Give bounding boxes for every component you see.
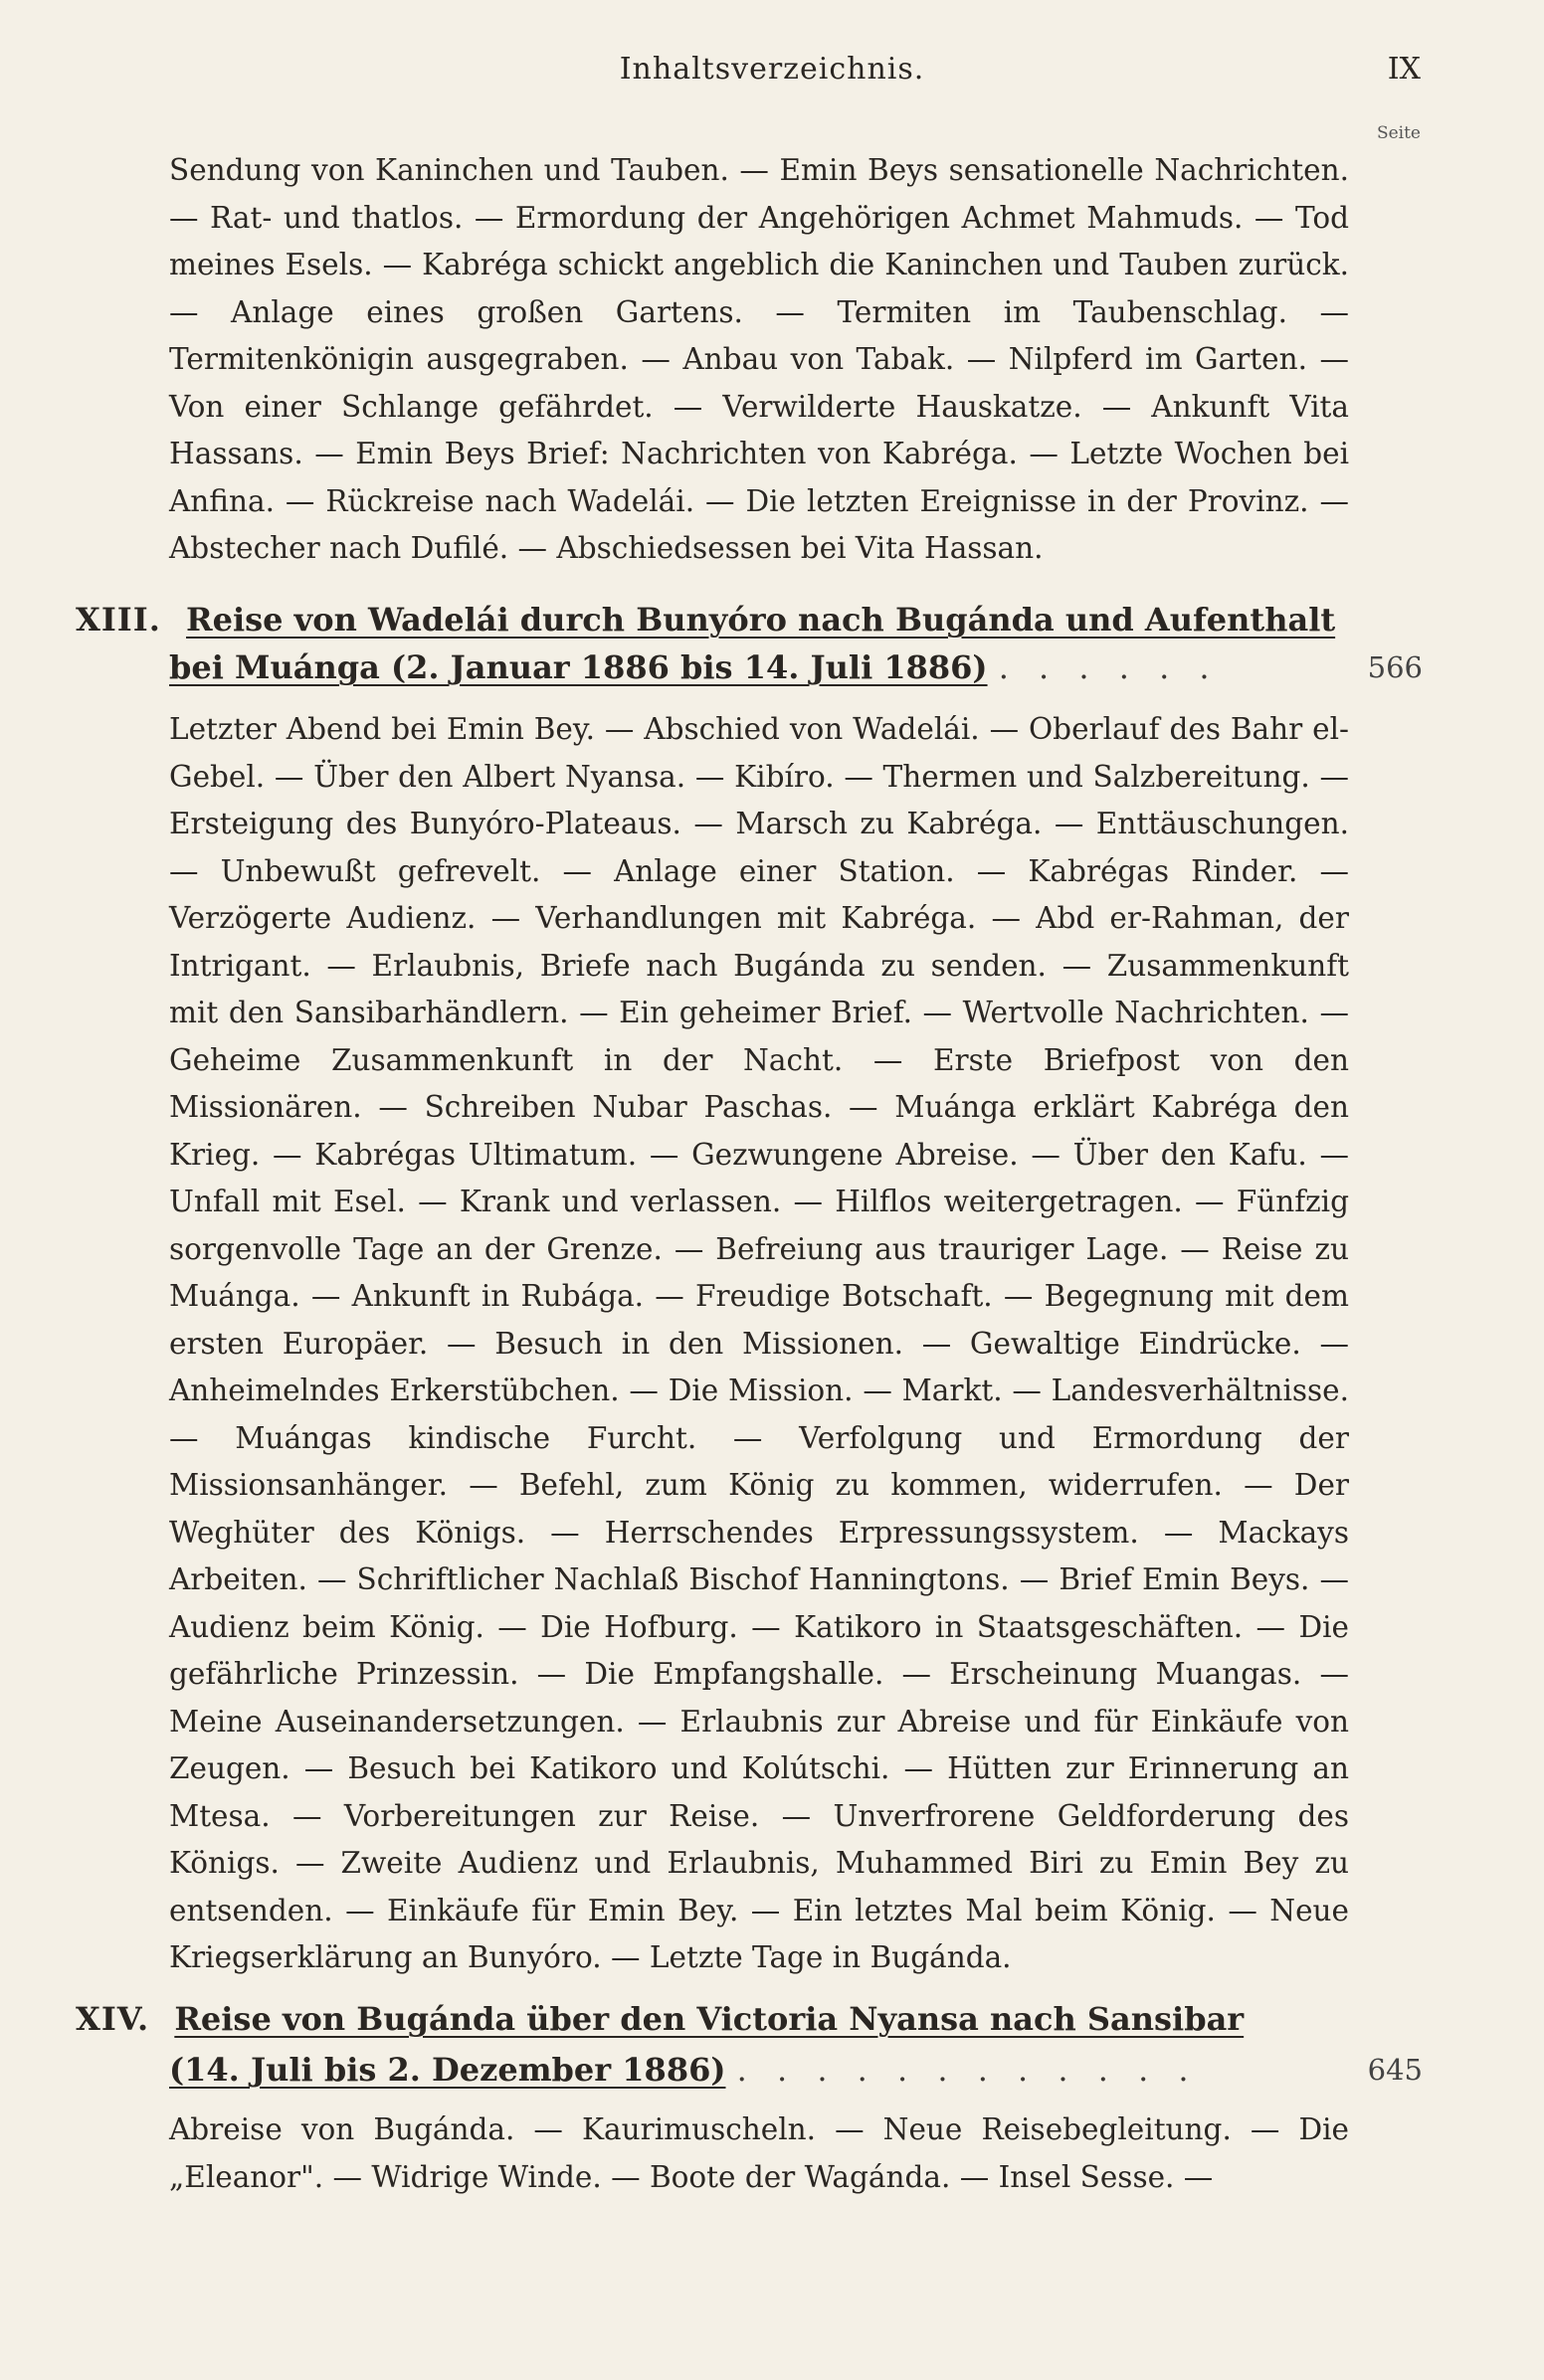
chapter-xiv-heading [76,1994,1349,2044]
page-number: IX [1387,52,1421,87]
chapter-xiii-title-line2: bei Muánga (2. Januar 1886 bis 14. Juli 1886) [169,648,988,686]
chapter-xiv-page-ref: 645 [1367,2053,1423,2087]
chapter-xiv-title-line2: (14. Juli bis 2. Dezember 1886) [169,2051,726,2089]
chapter-xiii-summary: Letzter Abend bei Emin Bey. — Abschied von Wadelái. — Oberlauf des Bahr el-Gebel. — Über den Albert Nyansa. — Kibíro. — Thermen und Salzbereitung. — Ersteigung des Bunyóro-Plateaus. — Marsch zu Kabréga. — Enttäuschungen. — Unbewußt gefrevelt. — Anlage einer Station. — Kabrégas Rinder. — Verzögerte Audienz. — Verhandlungen mit Kabréga. — Abd er-Rahman, der Intrigant. — Erlaubnis, Briefe nach Bugánda zu senden. — Zusammenkunft mit den Sansibarhändlern. — Ein geheimer Brief. — Wertvolle Nachrichten. — Geheime Zusammenkunft in der Nacht. — Erste Briefpost von den Missionären. — Schreiben Nubar Paschas. — Muánga erklärt Kabréga den Krieg. — Kabrégas Ultimatum. — Gezwungene Abreise. — Über den Kafu. — Unfall mit Esel. — Krank und verlassen. — Hilflos weitergetragen. — Fünfzig sorgenvolle Tage an der Grenze. — Befreiung aus trauriger Lage. — Reise zu Muánga. — Ankunft in Rubága. — Freudige Botschaft. — Begegnung mit dem ersten Europäer. — Besuch in den Missionen. — Gewaltige Eindrücke. — Anheimelndes Erkerstübchen. — Die Mission. — Markt. — Landesverhältnisse. — Muángas kindische Furcht. — Verfolgung und Ermordung der Missionsanhänger. — Befehl, zum König zu kommen, widerrufen. — Der Weghüter des Königs. — Herrschendes Erpressungssystem. — Mackays Arbeiten. — Schriftlicher Nachlaß Bischof Hanningtons. — Brief Emin Beys. — Audienz beim König. — Die Hofburg. — Katikoro in Staatsgeschäften. — Die gefährliche Prinzessin. — Die Empfangshalle. — Erscheinung Muangas. — Meine Auseinandersetzungen. — Erlaubnis zur Abreise und für Einkäufe von Zeugen. — Besuch bei Katikoro und Kolútschi. — Hütten zur Erinnerung an Mtesa. — Vorbereitungen zur Reise. — Unverfrorene Geldforderung des Königs. — Zweite Audienz und Erlaubnis, Muhammed Biri zu Emin Bey zu entsenden. — Einkäufe für Emin Bey. — Ein letztes Mal beim König. — Neue Kriegserklärung an Bunyóro. — Letzte Tage in Bugánda. [169,712,1349,1974]
chapter-xiv-leader-dots: . . . . . . . . . . . . [736,2051,1199,2089]
chapter-xiv-title-row2 [169,2045,1349,2095]
running-title: Inhaltsverzeichnis. [619,52,925,87]
chapter-xiii-heading [76,595,1349,644]
chapter-xiv-numeral: XIV. [76,2000,150,2038]
chapter-xiii-leader-dots: . . . . . . [998,648,1220,686]
chapter-xiii-title-row2 [169,642,1349,692]
chapter-xiii-numeral: XIII. [76,601,161,639]
chapter-xiii-page-ref: 566 [1367,650,1423,684]
previous-chapter-summary: Sendung von Kaninchen und Tauben. — Emin Beys sensationelle Nachrichten. — Rat- und thatlos. — Ermordung der Angehörigen Achmet Mahmuds. — Tod meines Esels. — Kabréga schickt angeblich die Kaninchen und Tauben zurück. — Anlage eines großen Gartens. — Termiten im Taubenschlag. — Termitenkönigin ausgegraben. — Anbau von Tabak. — Nilpferd im Garten. — Von einer Schlange gefährdet. — Verwilderte Hauskatze. — Ankunft Vita Hassans. — Emin Beys Brief: Nachrichten von Kabréga. — Letzte Wochen bei Anfina. — Rückreise nach Wadelái. — Die letzten Ereignisse in der Provinz. — Abstecher nach Dufilé. — Abschiedsessen bei Vita Hassan. [169,153,1349,565]
chapter-xiv-summary: Abreise von Bugánda. — Kaurimuscheln. — Neue Reisebegleitung. — Die „Eleanor". — Widrige Winde. — Boote der Wagánda. — Insel Sesse. — [169,2112,1349,2194]
chapter-xiii-title-line1: Reise von Wadelái durch Bunyóro nach Bugánda und Aufenthalt [186,601,1336,639]
seite-column-label: Seite [1376,123,1421,143]
chapter-xiv-title-line1: Reise von Bugánda über den Victoria Nyansa nach Sansibar [174,2000,1245,2038]
